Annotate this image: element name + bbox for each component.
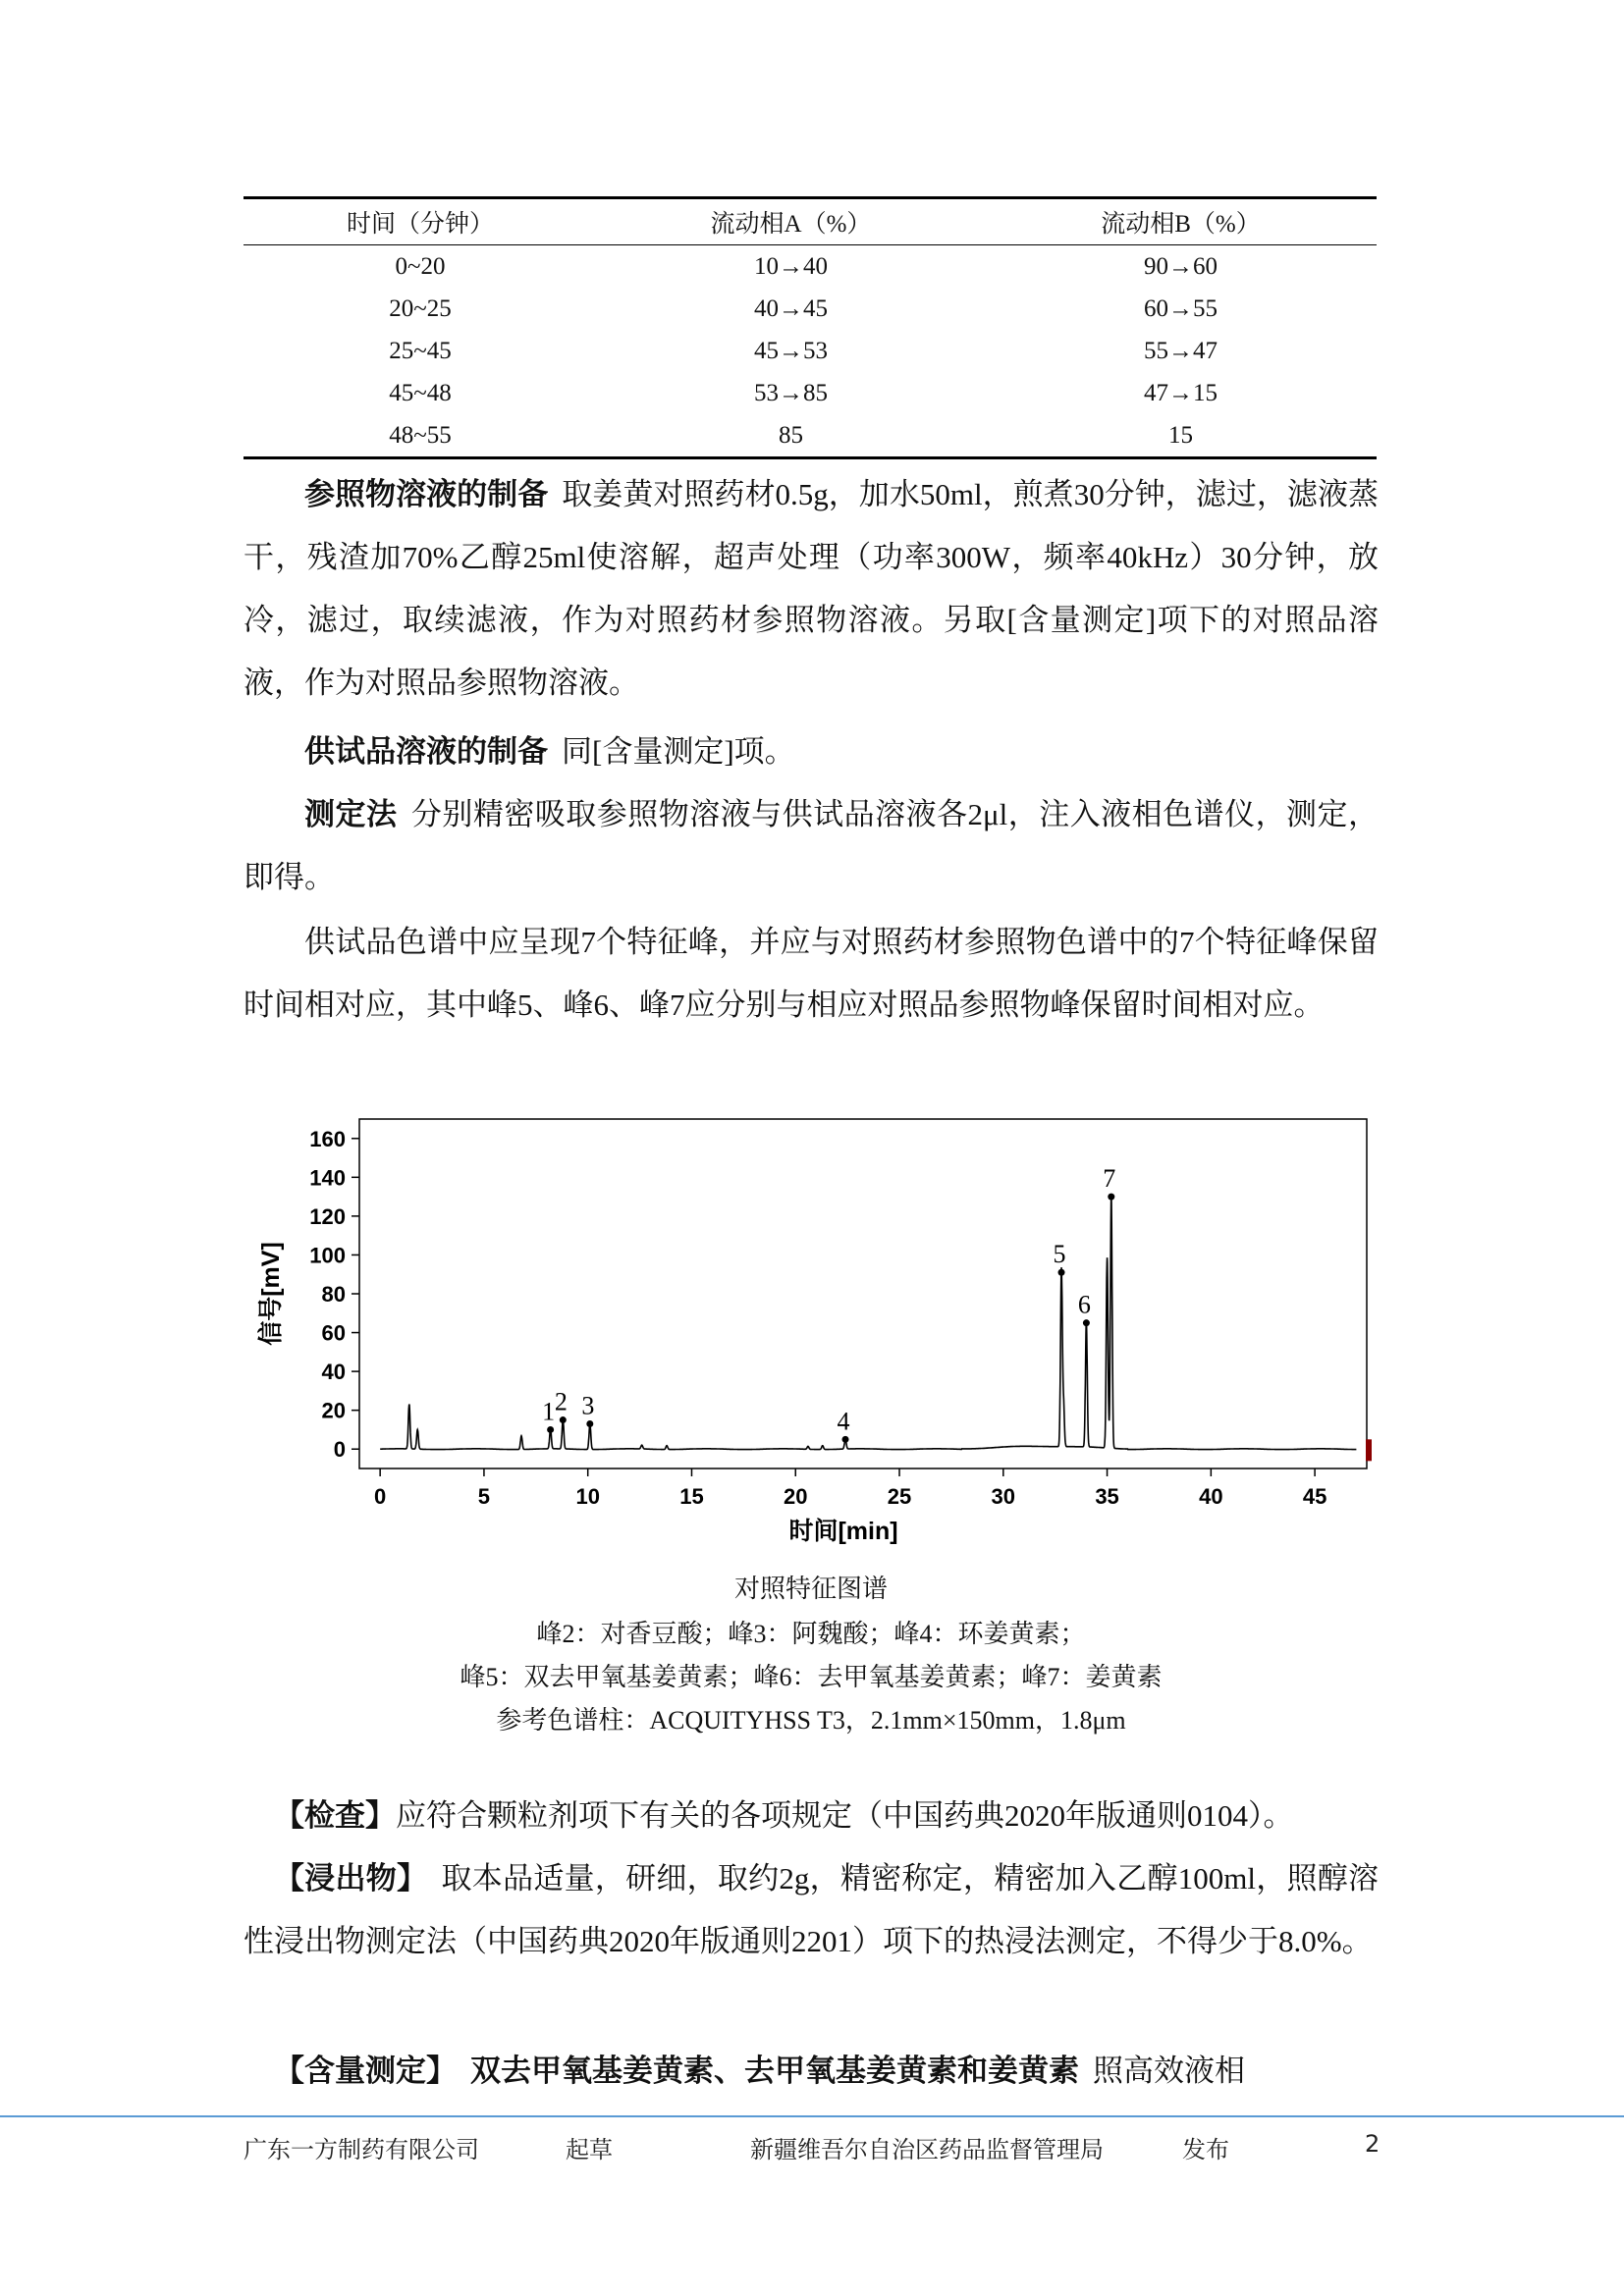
table-cell: 60→55: [1144, 294, 1218, 322]
test-prep-paragraph: [244, 721, 1379, 783]
peak-marker: [586, 1420, 593, 1427]
assay-paragraph: [244, 2040, 1379, 2103]
y-tick-label: 160: [309, 1126, 346, 1151]
table-header-cell: 流动相A（%）: [710, 211, 872, 238]
chart-caption-line2: 峰5：双去甲氧基姜黄素；峰6：去甲氧基姜黄素；峰7：姜黄素: [460, 1663, 1163, 1691]
peak-label: 1: [542, 1397, 556, 1426]
x-tick-label: 15: [679, 1484, 704, 1509]
table-header-cell: 流动相B（%）: [1101, 211, 1261, 238]
extract-paragraph: [244, 1847, 1379, 1973]
x-tick-label: 35: [1095, 1484, 1119, 1509]
chart-caption-line3: 参考色谱柱：ACQUITYHSS T3，2.1mm×150mm，1.8μm: [496, 1706, 1126, 1735]
chromatogram-svg: [236, 1099, 1384, 1561]
peak-label: 5: [1053, 1240, 1066, 1269]
peak-label: 2: [554, 1387, 568, 1416]
table-cell: 20~25: [389, 294, 452, 322]
x-tick-label: 0: [374, 1484, 387, 1509]
table-cell: 47→15: [1144, 379, 1218, 406]
check-text: 应符合颗粒剂项下有关的各项规定（中国药典2020年版通则0104）。: [396, 1798, 1294, 1833]
x-tick-label: 25: [887, 1484, 912, 1509]
y-tick-label: 80: [321, 1282, 346, 1307]
gradient-table: [244, 196, 1377, 459]
x-tick-label: 40: [1199, 1484, 1223, 1509]
y-tick-label: 0: [333, 1437, 346, 1463]
plot-frame: [359, 1119, 1367, 1468]
table-cell: 45→53: [754, 337, 828, 364]
table-cell: 25~45: [389, 337, 452, 364]
check-title: 【检查】: [274, 1798, 396, 1833]
footer-company: 广东一方制药有限公司: [244, 2136, 479, 2163]
footer-page-number: 2: [1365, 2130, 1380, 2158]
chromatogram-trace: [380, 1196, 1356, 1449]
footer-divider: [0, 2115, 1624, 2117]
table-cell: 53→85: [754, 379, 828, 406]
peak-marker: [1108, 1194, 1114, 1201]
x-tick-label: 10: [575, 1484, 600, 1509]
chromatogram-chart: [236, 1099, 1384, 1561]
peak-label: 4: [837, 1407, 850, 1436]
table-cell: 55→47: [1144, 337, 1218, 364]
table-row: [244, 288, 1377, 330]
table-cell: 45~48: [389, 379, 452, 406]
table-row: [244, 330, 1377, 372]
table-row: [244, 245, 1377, 288]
assay-bold: 双去甲氧基姜黄素、去甲氧基姜黄素和姜黄素: [470, 2054, 1079, 2088]
test-prep-title: 供试品溶液的制备: [304, 734, 548, 769]
x-tick-label: 20: [784, 1484, 808, 1509]
table-cell: 85: [779, 421, 803, 449]
table-row: [244, 414, 1377, 456]
page-footer: [0, 2130, 1624, 2169]
extract-title: 【浸出物】: [274, 1861, 428, 1896]
table-cell: 40→45: [754, 294, 828, 322]
y-tick-label: 60: [321, 1320, 346, 1346]
table-cell: 90→60: [1144, 252, 1218, 280]
x-axis-label: 时间[min]: [788, 1518, 898, 1545]
method-paragraph: [244, 783, 1379, 909]
footer-draft: 起草: [566, 2136, 613, 2163]
assay-title: 【含量测定】: [274, 2054, 457, 2088]
method-text: 分别精密吸取参照物溶液与供试品溶液各2μl，注入液相色谱仪，测定，即得。: [244, 797, 1379, 894]
chart-caption-title: 对照特征图谱: [733, 1575, 888, 1603]
y-tick-label: 120: [309, 1203, 346, 1229]
peak-marker: [842, 1436, 849, 1443]
footer-agency: 新疆维吾尔自治区药品监督管理局: [750, 2136, 1104, 2163]
table-header-cell: 时间（分钟）: [346, 211, 494, 238]
peak-marker: [560, 1416, 567, 1423]
table-cell: 15: [1168, 421, 1193, 449]
assay-text: 照高效液相: [1093, 2054, 1245, 2088]
peak-label: 3: [581, 1391, 595, 1420]
peak-marker: [1083, 1319, 1090, 1326]
x-tick-label: 45: [1302, 1484, 1327, 1509]
footer-publish: 发布: [1182, 2136, 1229, 2163]
ref-prep-title: 参照物溶液的制备: [304, 477, 549, 511]
peaks-text: 供试品色谱中应呈现7个特征峰，并应与对照药材参照物色谱中的7个特征峰保留时间相对应，其中峰5、峰6、峰7应分别与相应对照品参照物峰保留时间相对应。: [244, 925, 1379, 1022]
peak-marker: [1058, 1269, 1065, 1276]
ref-prep-paragraph: [244, 463, 1379, 715]
table-cell: 48~55: [389, 421, 452, 449]
x-tick-label: 5: [477, 1484, 491, 1509]
x-tick-label: 30: [991, 1484, 1016, 1509]
y-tick-label: 100: [309, 1243, 346, 1268]
table-row: [244, 372, 1377, 414]
y-tick-label: 40: [321, 1360, 346, 1385]
table-cell: 10→40: [754, 252, 828, 280]
y-axis-label: 信号[mV]: [257, 1242, 285, 1346]
peaks-paragraph: [244, 911, 1379, 1037]
peak-label: 6: [1077, 1290, 1091, 1319]
y-tick-label: 140: [309, 1165, 346, 1191]
extract-text: 取本品适量，研细，取约2g，精密称定，精密加入乙醇100ml，照醇溶性浸出物测定法（中国药典2020年版通则2201）项下的热浸法测定，不得少于8.0%。: [244, 1861, 1379, 1958]
test-prep-text: 同[含量测定]项。: [562, 734, 795, 769]
method-title: 测定法: [304, 797, 398, 831]
peak-marker: [547, 1426, 554, 1433]
frame-edge-marker: [1366, 1439, 1372, 1461]
table-header-row: [244, 199, 1377, 245]
peak-label: 7: [1103, 1164, 1116, 1194]
check-paragraph: [244, 1785, 1379, 1847]
y-tick-label: 20: [321, 1398, 346, 1423]
chart-caption-line1: 峰2：对香豆酸；峰3：阿魏酸；峰4：环姜黄素；: [536, 1620, 1086, 1648]
table-cell: 0~20: [395, 252, 446, 280]
ref-prep-text: 取姜黄对照药材0.5g，加水50ml，煎煮30分钟，滤过，滤液蒸干，残渣加70%乙醇25ml使溶解，超声处理（功率300W，频率40kHz）30分钟，放冷，滤过，取续滤液，作为对照药材参照物溶液。另取[含量测定]项下的对照品溶液，作为对照品参照物溶液。: [244, 477, 1379, 700]
